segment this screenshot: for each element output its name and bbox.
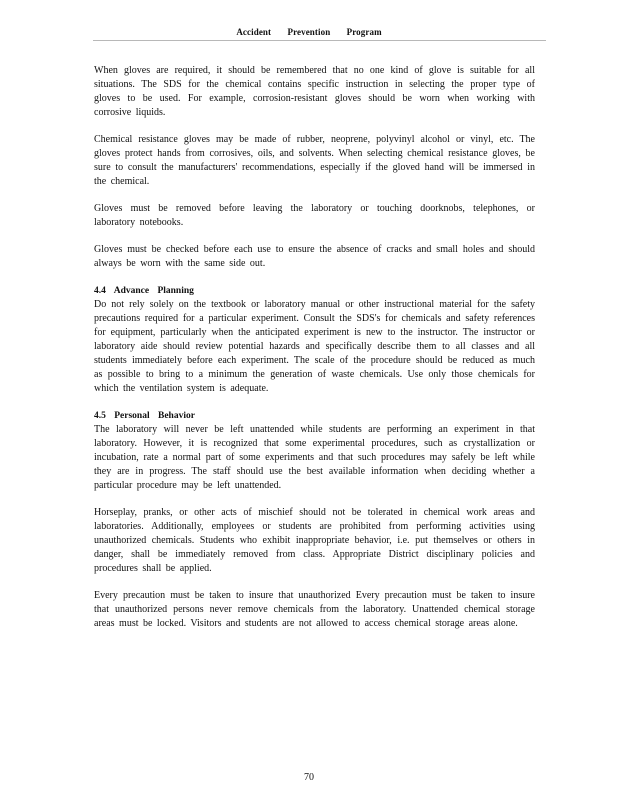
section-body-advance-planning: Do not rely solely on the textbook or laboratory manual or other instructional material for the safety precautions required for a particular experiment. Consult the SDS's for chemicals and safety references for equipment, particularly when the anticipated experiment is new to the instructor. The instructor or laboratory aide should review potential hazards and specifically describe them to all classes and all students immediately before each experiment. The scale of the procedure should be reduced as much as possible to bring to a minimum the generation of waste chemicals. Use only those chemicals for which the ventilation system is adequate. [94, 299, 535, 394]
paragraph-gloves-checked: Gloves must be checked before each use to ensure the absence of cracks and small holes and should always be worn with the same side out. [94, 244, 535, 269]
section-title-advance-planning: 4.4 Advance Planning [94, 286, 194, 296]
header-divider [93, 40, 546, 41]
page-header: Accident Prevention Program [236, 27, 382, 37]
paragraph-chemical-resistance-gloves: Chemical resistance gloves may be made of rubber, neoprene, polyvinyl alcohol or vinyl, etc. The gloves protect hands from corrosives, oils, and solvents. When selecting chemical resistance gloves, be sure to consult the manufacturers' recommendations, especially if the gloved hand will be immersed in the chemical. [94, 134, 535, 187]
paragraph-gloves-removed: Gloves must be removed before leaving the laboratory or touching doorknobs, telephones, or laboratory notebooks. [94, 203, 535, 228]
page-number: 70 [304, 772, 314, 783]
paragraph-every-precaution: Every precaution must be taken to insure that unauthorized Every precaution must be taken to insure that unauthorized persons never remove chemicals from the laboratory. Unattended chemical storage areas must be locked. Visitors and students are not allowed to access chemical storage areas alone. [94, 590, 535, 629]
document-body [94, 64, 535, 644]
paragraph-horseplay: Horseplay, pranks, or other acts of mischief should not be tolerated in chemical work areas and laboratories. Additionally, employees or students are prohibited from performing activities using unauthorized chemicals. Students who exhibit inappropriate behavior, i.e. put themselves or others in danger, shall be immediately removed from class. Appropriate District disciplinary policies and procedures shall be applied. [94, 507, 535, 574]
section-body-personal-behavior: The laboratory will never be left unattended while students are performing an experiment in that laboratory. However, it is recognized that some experimental procedures, such as crystallization or incubation, rate a normal part of some experiments and that such procedures may safely be left while they are in progress. The staff should use the best available information when deciding whether a particular procedure may be left unattended. [94, 424, 535, 491]
paragraph-gloves-required: When gloves are required, it should be remembered that no one kind of glove is suitable for all situations. The SDS for the chemical contains specific instruction in selecting the proper type of gloves to be used. For example, corrosion-resistant gloves should be worn when working with corrosive liquids. [94, 65, 535, 118]
section-title-personal-behavior: 4.5 Personal Behavior [94, 411, 195, 421]
